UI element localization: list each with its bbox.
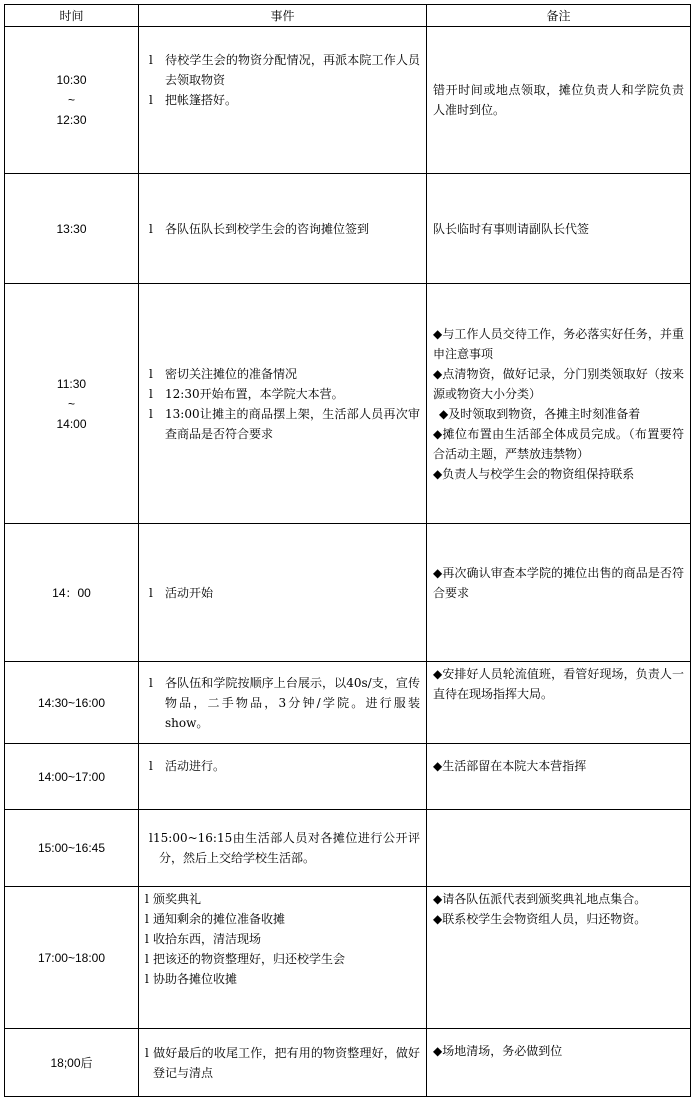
time-text: 17:00~18:00 bbox=[37, 950, 106, 965]
note-text: ◆及时领取到物资，各摊主时刻准备着 bbox=[439, 406, 641, 421]
time-cell bbox=[5, 284, 139, 524]
time-text: 12:30 bbox=[56, 113, 87, 127]
time-cell bbox=[5, 174, 139, 284]
event-item bbox=[145, 673, 420, 733]
event-cell bbox=[139, 27, 427, 174]
note-text: ◆安排好人员轮流值班，看管好现场，负责人一直待在现场指挥大局。 bbox=[433, 667, 684, 701]
table-row bbox=[5, 27, 691, 174]
bullet-mark: l bbox=[149, 831, 153, 845]
table-row bbox=[5, 810, 691, 887]
note-text: ◆负责人与校学生会的物资组保持联系 bbox=[433, 466, 635, 481]
event-text: 13:00让摊主的商品摆上架，生活部人员再次审查商品是否符合要求 bbox=[165, 406, 420, 441]
event-text: 密切关注摊位的准备情况 bbox=[165, 366, 298, 381]
table-row bbox=[5, 662, 691, 744]
bullet-mark: l bbox=[145, 912, 149, 926]
bullet-mark: l bbox=[149, 585, 153, 600]
event-text: 12:30开始布置，本学院大本营。 bbox=[165, 386, 344, 401]
time-cell bbox=[5, 662, 139, 744]
schedule-table bbox=[4, 4, 691, 1097]
time-text: ~ bbox=[67, 396, 75, 411]
note-text: ◆再次确认审查本学院的摊位出售的商品是否符合要求 bbox=[433, 565, 684, 600]
event-cell bbox=[139, 744, 427, 810]
time-cell bbox=[5, 887, 139, 1029]
note-text: ◆场地清场，务必做到位 bbox=[433, 1044, 563, 1058]
bullet-mark: l bbox=[149, 406, 153, 421]
note-cell bbox=[427, 524, 691, 662]
event-item bbox=[145, 583, 420, 603]
event-cell bbox=[139, 174, 427, 284]
note-cell bbox=[427, 174, 691, 284]
event-item bbox=[145, 909, 420, 929]
event-text: 收拾东西，清洁现场 bbox=[153, 932, 262, 946]
event-text: 活动开始 bbox=[165, 585, 214, 600]
header-row bbox=[5, 5, 691, 27]
bullet-mark: l bbox=[145, 892, 149, 906]
event-cell bbox=[139, 887, 427, 1029]
time-text: 14:00~17:00 bbox=[37, 769, 106, 784]
table-row bbox=[5, 1029, 691, 1097]
note-cell bbox=[427, 744, 691, 810]
event-cell bbox=[139, 524, 427, 662]
bullet-mark: l bbox=[145, 1045, 149, 1060]
bullet-mark: l bbox=[149, 221, 153, 236]
table-row bbox=[5, 174, 691, 284]
note-cell bbox=[427, 284, 691, 524]
event-item bbox=[145, 929, 420, 949]
note-cell bbox=[427, 27, 691, 174]
time-text: 10:30 bbox=[56, 73, 87, 87]
event-item bbox=[145, 404, 420, 444]
event-text: 把该还的物资整理好，归还校学生会 bbox=[153, 952, 346, 966]
header-note: 备注 bbox=[427, 5, 691, 27]
note-text: ◆生活部留在本院大本营指挥 bbox=[433, 759, 587, 773]
event-item bbox=[145, 756, 420, 776]
event-text: 各队伍和学院按顺序上台展示，以40s/支，宣传物品，二手物品，3分钟/学院。进行服装show。 bbox=[165, 675, 420, 730]
bullet-mark: l bbox=[149, 93, 153, 107]
bullet-mark: l bbox=[149, 759, 153, 773]
bullet-mark: l bbox=[149, 675, 153, 690]
event-item bbox=[145, 50, 420, 90]
table-row bbox=[5, 887, 691, 1029]
time-cell bbox=[5, 1029, 139, 1097]
event-item bbox=[145, 828, 420, 868]
event-text: 各队伍队长到校学生会的咨询摊位签到 bbox=[165, 221, 370, 236]
event-item bbox=[145, 90, 420, 110]
time-cell bbox=[5, 27, 139, 174]
time-cell bbox=[5, 810, 139, 887]
event-item bbox=[145, 364, 420, 384]
time-cell bbox=[5, 524, 139, 662]
time-text: 14：00 bbox=[52, 585, 91, 600]
bullet-mark: l bbox=[149, 366, 153, 381]
note-cell bbox=[427, 810, 691, 887]
bullet-mark: l bbox=[145, 972, 149, 986]
note-cell bbox=[427, 887, 691, 1029]
time-text: 15:00~16:45 bbox=[37, 841, 106, 855]
bullet-mark: l bbox=[149, 53, 153, 67]
event-cell bbox=[139, 662, 427, 744]
event-text: 活动进行。 bbox=[165, 759, 226, 773]
table-row bbox=[5, 284, 691, 524]
event-item bbox=[145, 1043, 420, 1083]
note-cell bbox=[427, 1029, 691, 1097]
time-text: 14:30~16:00 bbox=[37, 695, 106, 710]
note-text: 队长临时有事则请副队长代签 bbox=[433, 221, 590, 236]
time-cell bbox=[5, 744, 139, 810]
event-item bbox=[145, 384, 420, 404]
note-text: ◆请各队伍派代表到颁奖典礼地点集合。 bbox=[433, 892, 647, 906]
note-text: 错开时间或地点领取，摊位负责人和学院负责人准时到位。 bbox=[433, 83, 684, 117]
time-text: ~ bbox=[67, 93, 75, 107]
bullet-mark: l bbox=[149, 386, 153, 401]
header-time: 时间 bbox=[5, 5, 139, 27]
event-item bbox=[145, 949, 420, 969]
event-item bbox=[145, 969, 420, 989]
table-row bbox=[5, 744, 691, 810]
event-cell bbox=[139, 1029, 427, 1097]
bullet-mark: l bbox=[145, 932, 149, 946]
note-text: ◆与工作人员交待工作，务必落实好任务，并重申注意事项 bbox=[433, 326, 684, 361]
event-text: 协助各摊位收摊 bbox=[153, 972, 238, 986]
note-text: ◆点清物资，做好记录，分门别类领取好（按来源或物资大小分类） bbox=[433, 366, 684, 401]
time-text: 14:00 bbox=[56, 416, 87, 431]
time-text: 13:30 bbox=[56, 221, 87, 236]
note-text: ◆摊位布置由生活部全体成员完成。（布置要符合活动主题，严禁放违禁物） bbox=[433, 426, 684, 461]
note-cell bbox=[427, 662, 691, 744]
event-text: 15:00~16:15由生活部人员对各摊位进行公开评分，然后上交给学校生活部。 bbox=[153, 831, 420, 865]
event-text: 通知剩余的摊位准备收摊 bbox=[153, 912, 286, 926]
time-text: 18;00后 bbox=[50, 1055, 93, 1070]
event-text: 待校学生会的物资分配情况，再派本院工作人员去领取物资 bbox=[165, 53, 420, 87]
bullet-mark: l bbox=[145, 952, 149, 966]
event-cell bbox=[139, 810, 427, 887]
event-text: 把帐篷搭好。 bbox=[165, 93, 238, 107]
note-text: ◆联系校学生会物资组人员，归还物资。 bbox=[433, 912, 647, 926]
event-item bbox=[145, 219, 420, 239]
event-text: 颁奖典礼 bbox=[153, 892, 202, 906]
time-text: 11:30 bbox=[56, 376, 87, 391]
event-text: 做好最后的收尾工作，把有用的物资整理好，做好登记与清点 bbox=[153, 1045, 420, 1080]
header-event: 事件 bbox=[139, 5, 427, 27]
event-item bbox=[145, 889, 420, 909]
event-cell bbox=[139, 284, 427, 524]
table-row bbox=[5, 524, 691, 662]
